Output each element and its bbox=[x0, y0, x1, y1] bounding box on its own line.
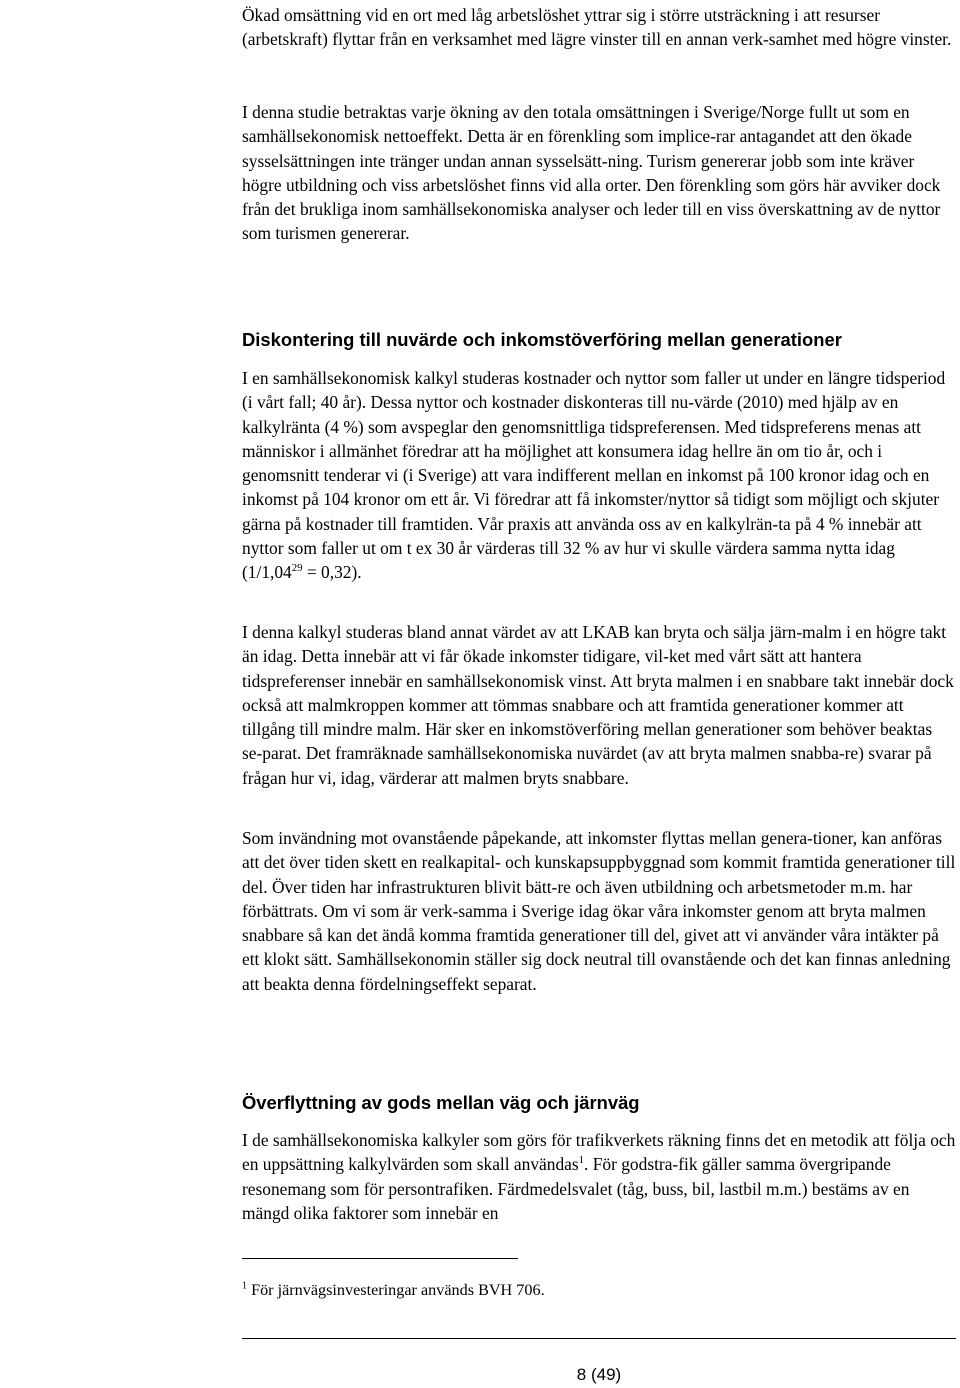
paragraph-discounting-tail: = 0,32). bbox=[302, 562, 362, 583]
paragraph-objection: Som invändning mot ovanstående påpekande, att inkomster flyttas mellan genera-tioner, kan anföras att det över tiden skett en realkapital- och kunskapsuppbyggnad som kommit framtida generationer till del. Över tiden har infrastrukturen blivit bätt-re och även utbildning och arbetsmetoder m.m. har förbättrats. Om vi som är verk-samma i Sverige idag ökar våra inkomster genom att bryta malmen snabbare så kan det ändå komma framtida generationer till del, givet att vi använder våra intäkter på ett klokt sätt. Samhällsekonomin ställer sig dock neutral till ovanstående och det kan finnas anledning att beakta denna fördelningseffekt separat. bbox=[242, 828, 956, 994]
page-number: 8 (49) bbox=[576, 1365, 622, 1384]
footnote bbox=[242, 1279, 956, 1301]
footnote-reference[interactable]: 1 bbox=[578, 1154, 585, 1167]
paragraph-freight-method bbox=[242, 1128, 956, 1225]
footer-divider bbox=[242, 1338, 956, 1339]
footnote-text: För järnvägsinvesteringar används BVH 706. bbox=[247, 1281, 545, 1299]
footnote-separator bbox=[242, 1258, 518, 1259]
paragraph-net-effect-simplification: I denna studie betraktas varje ökning av den totala omsättningen i Sverige/Norge fullt ut som en samhällsekonomisk nettoeffekt. Detta är en förenkling som implice-rar antagandet att den ökade sysselsättningen inte tränger undan annan sysselsätt-ning. Turism genererar jobb som inte kräver högre utbildning och viss arbetslöshet finns vid alla orter. Den förenkling som görs här avviker dock från det brukliga inom samhällsekonomiska analyser och leder till en viss överskattning av de nyttor som turismen genererar. bbox=[242, 102, 941, 244]
paragraph-discounting-text: I en samhällsekonomisk kalkyl studeras kostnader och nyttor som faller ut under en längre tidsperiod (i vårt fall; 40 år). Dessa nyttor och kostnader diskonteras till nu-värde (2010) med hjälp av en kalkylränta (4 %) som avspeglar den genomsnittliga tidspreferensen. Med tidspreferens menas att människor i allmänhet föredrar att ha möjlighet att konsumera idag hellre än om tio år, och i genomsnitt tenderar vi (i Sverige) att vara indifferent mellan en inkomst på 100 kronor idag och en inkomst på 104 kronor om ett år. Vi föredrar att få inkomster/nyttor så tidigt som möjligt och skjuter gärna på kostnader till framtiden. Vår praxis att använda oss av en kalkylrän-ta på 4 % innebär att nyttor som faller ut om t ex 30 år värderas till 32 % av hur vi skulle värdera samma nytta idag (1/1,04 bbox=[242, 368, 946, 583]
paragraph-freight-tail: . För godstra-fik gäller samma övergripande resonemang som för persontrafiken. Färdmedelsvalet (tåg, buss, bil, lastbil m.m.) bestäms av en mängd olika faktorer som innebär en bbox=[242, 1154, 910, 1223]
paragraph-discounting bbox=[242, 366, 956, 585]
paragraph-labor-reallocation: Ökad omsättning vid en ort med låg arbetslöshet yttrar sig i större utsträckning i att resurser (arbetskraft) flyttar från en verksamhet med lägre vinster till en annan verk-samhet med högre vinster. bbox=[242, 5, 952, 50]
paragraph-lkab-mining: I denna kalkyl studeras bland annat värdet av att LKAB kan bryta och sälja järn-malm i en högre takt än idag. Detta innebär att vi får ökade inkomster tidigare, vil-ket med vårt sätt att hantera tidspreferenser innebär en samhällsekonomisk vinst. Att bryta malmen i en snabbare takt innebär dock också att malmkroppen kommer att tömmas snabbare och att framtida generationer kommer att tillgång till mindre malm. Här sker en inkomstöverföring mellan generationer som behöver beaktas se-parat. Det framräknade samhällsekonomiska nuvärdet (av att bryta malmen snabba-re) svarar på frågan hur vi, idag, värderar att malmen bryts snabbare. bbox=[242, 622, 954, 788]
heading-freight-transfer: Överflyttning av gods mellan väg och järnväg bbox=[242, 1092, 640, 1113]
paragraph-freight-text: I de samhällsekonomiska kalkyler som görs för trafikverkets räkning finns det en metodik att följa och en uppsättning kalkylvärden som skall användas bbox=[242, 1130, 956, 1175]
heading-discounting: Diskontering till nuvärde och inkomstöverföring mellan generationer bbox=[242, 329, 842, 350]
exponent-superscript: 29 bbox=[291, 562, 303, 575]
footnote-marker: 1 bbox=[242, 1280, 248, 1292]
